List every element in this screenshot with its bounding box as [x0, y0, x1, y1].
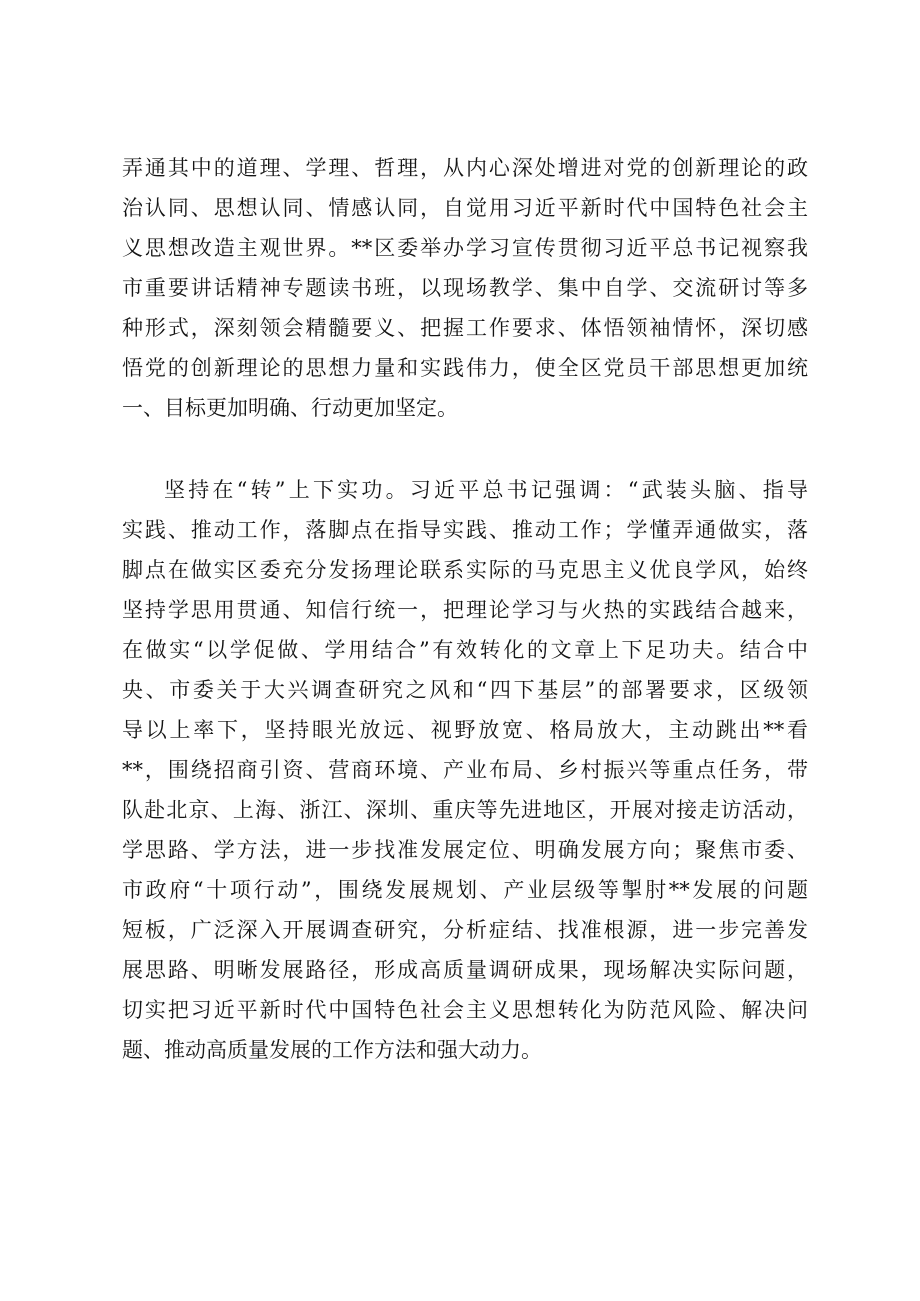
paragraph-line: 义思想改造主观世界。**区委举办学习宣传贯彻习近平总书记视察我 [122, 236, 808, 260]
paragraph-line: 种形式，深刻领会精髓要义、把握工作要求、体悟领袖情怀，深切感 [122, 316, 808, 340]
paragraph-line: 队赴北京、上海、浙江、深圳、重庆等先进地区，开展对接走访活动， [122, 798, 808, 822]
paragraph-line: 一、目标更加明确、行动更加坚定。 [122, 396, 458, 420]
paragraph-1 [122, 148, 808, 428]
paragraph-line: 题、推动高质量发展的工作方法和强大动力。 [122, 1038, 542, 1062]
paragraph-line: 悟党的创新理论的思想力量和实践伟力，使全区党员干部思想更加统 [122, 356, 808, 380]
paragraph-line: 实践、推动工作，落脚点在指导实践、推动工作；学懂弄通做实，落 [122, 518, 808, 542]
paragraph-line: **，围绕招商引资、营商环境、产业布局、乡村振兴等重点任务，带 [122, 758, 808, 782]
paragraph-line: 央、市委关于大兴调查研究之风和“四下基层”的部署要求，区级领 [122, 678, 808, 702]
paragraph-line: 市重要讲话精神专题读书班，以现场教学、集中自学、交流研讨等多 [122, 276, 808, 300]
paragraph-2 [122, 470, 808, 1070]
paragraph-line: 在做实“以学促做、学用结合”有效转化的文章上下足功夫。结合中 [122, 638, 808, 662]
paragraph-line: 弄通其中的道理、学理、哲理，从内心深处增进对党的创新理论的政 [122, 156, 808, 180]
paragraph-line: 展思路、明晰发展路径，形成高质量调研成果，现场解决实际问题， [122, 958, 808, 982]
paragraph-line: 学思路、学方法，进一步找准发展定位、明确发展方向；聚焦市委、 [122, 838, 808, 862]
paragraph-line: 脚点在做实区委充分发扬理论联系实际的马克思主义优良学风，始终 [122, 558, 808, 582]
paragraph-line: 治认同、思想认同、情感认同，自觉用习近平新时代中国特色社会主 [122, 196, 808, 220]
paragraph-line: 短板，广泛深入开展调查研究，分析症结、找准根源，进一步完善发 [122, 918, 808, 942]
paragraph-line: 切实把习近平新时代中国特色社会主义思想转化为防范风险、解决问 [122, 998, 808, 1022]
paragraph-line: 坚持在“转”上下实功。习近平总书记强调：“武装头脑、指导 [164, 478, 808, 502]
paragraph-line: 导以上率下，坚持眼光放远、视野放宽、格局放大，主动跳出**看 [122, 718, 808, 742]
paragraph-line: 市政府“十项行动”，围绕发展规划、产业层级等掣肘**发展的问题 [122, 878, 808, 902]
paragraph-line: 坚持学思用贯通、知信行统一，把理论学习与火热的实践结合越来， [122, 598, 808, 622]
